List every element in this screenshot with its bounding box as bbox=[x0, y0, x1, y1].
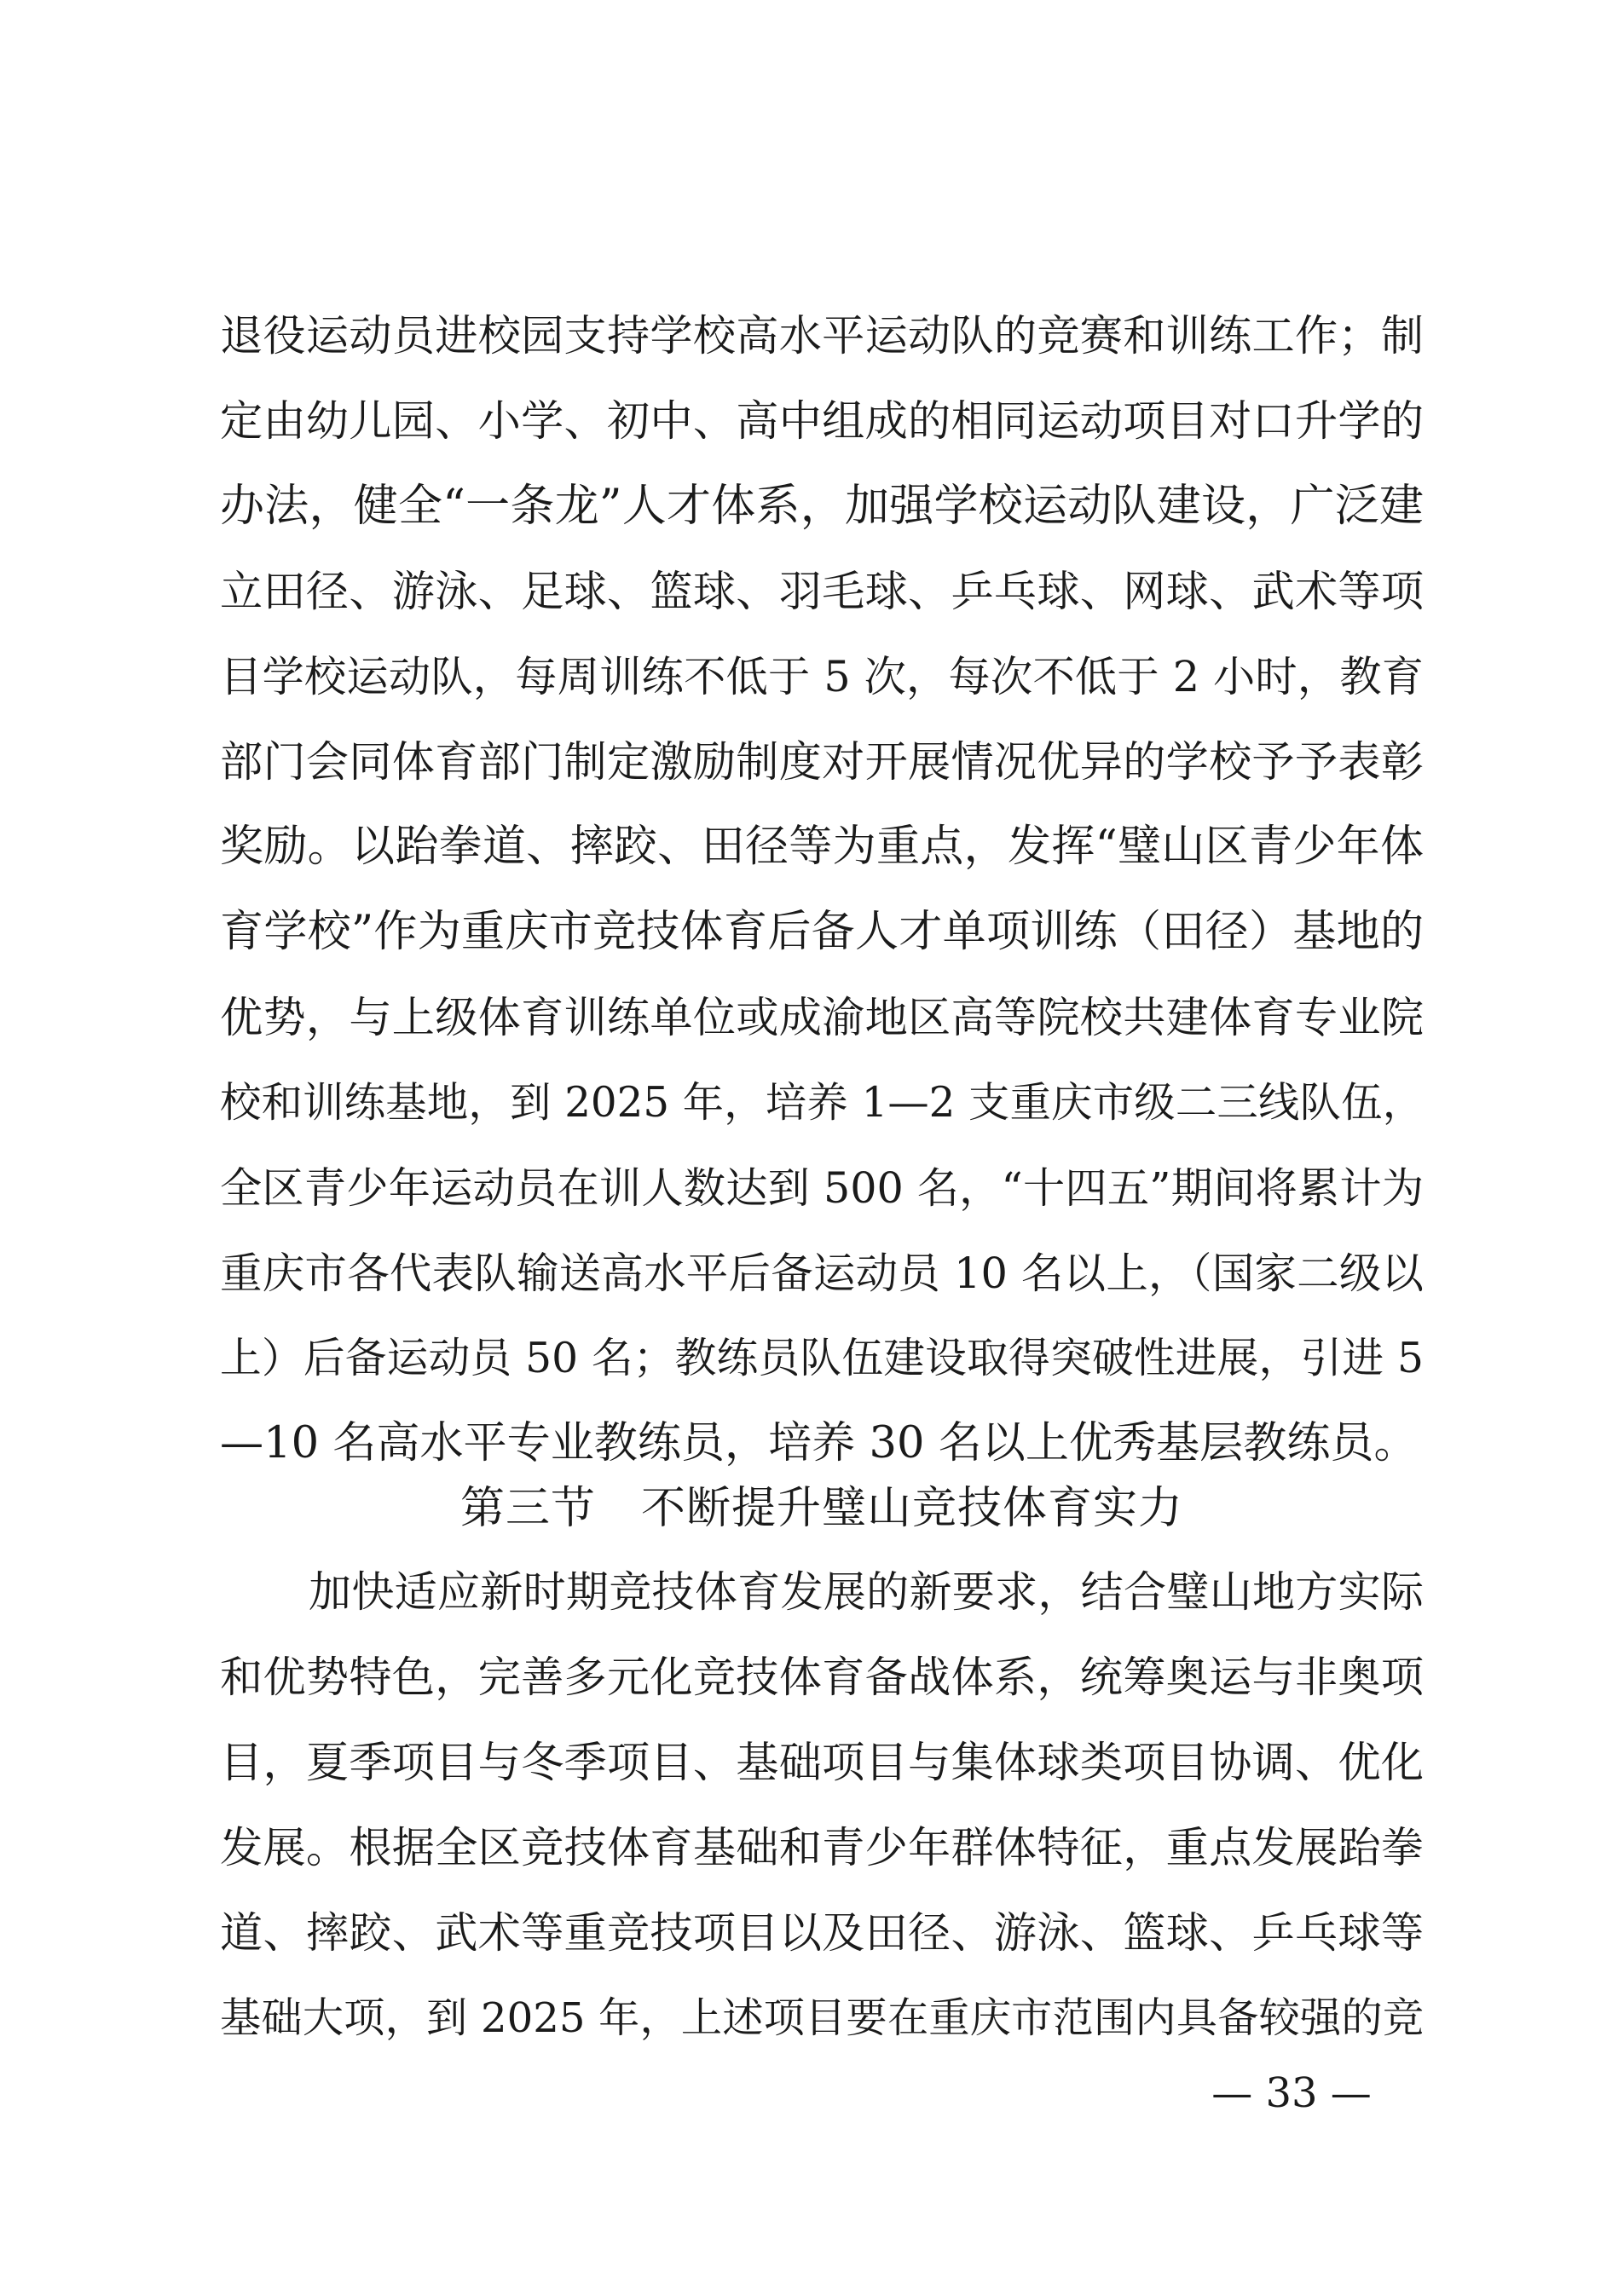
paragraph-1-line: 育学校”作为重庆市竞技体育后备人才单项训练（田径）基地的 bbox=[220, 907, 1424, 957]
paragraph-2-line: 发展。根据全区竞技体育基础和青少年群体特征，重点发展跆拳 bbox=[220, 1822, 1424, 1872]
paragraph-1 bbox=[220, 293, 1424, 1486]
paragraph-1-line: 全区青少年运动员在训人数达到 500 名，“十四五”期间将累计为 bbox=[220, 1163, 1424, 1213]
paragraph-1-line: 定由幼儿园、小学、初中、高中组成的相同运动项目对口升学的 bbox=[220, 395, 1424, 446]
section-heading: 第三节 不断提升璧山竞技体育实力 bbox=[459, 1483, 1183, 1534]
paragraph-2-line: 基础大项，到 2025 年，上述项目要在重庆市范围内具备较强的竞 bbox=[220, 1994, 1424, 2042]
paragraph-1-line: 立田径、游泳、足球、篮球、羽毛球、乒乓球、网球、武术等项 bbox=[220, 566, 1424, 616]
paragraph-1-line: 奖励。以跆拳道、摔跤、田径等为重点，发挥“璧山区青少年体 bbox=[220, 822, 1424, 872]
paragraph-1-line: 优势，与上级体育训练单位或成渝地区高等院校共建体育专业院 bbox=[220, 992, 1424, 1042]
paragraph-2-line: 目，夏季项目与冬季项目、基础项目与集体球类项目协调、优化 bbox=[220, 1737, 1424, 1787]
page-number: — 33 — bbox=[1211, 2069, 1372, 2117]
paragraph-2-line: 加快适应新时期竞技体育发展的新要求，结合璧山地方实际 bbox=[309, 1567, 1424, 1617]
paragraph-1-line: 退役运动员进校园支持学校高水平运动队的竞赛和训练工作；制 bbox=[220, 310, 1424, 361]
paragraph-1-line: 目学校运动队，每周训练不低于 5 次，每次不低于 2 小时，教育 bbox=[220, 652, 1424, 701]
paragraph-2-line: 道、摔跤、武术等重竞技项目以及田径、游泳、篮球、乒乓球等 bbox=[220, 1907, 1424, 1958]
paragraph-1-line: —10 名高水平专业教练员，培养 30 名以上优秀基层教练员。 bbox=[220, 1418, 1418, 1468]
paragraph-2 bbox=[220, 1549, 1424, 2061]
paragraph-1-line: 部门会同体育部门制定激励制度对开展情况优异的学校予予表彰 bbox=[220, 736, 1424, 787]
paragraph-2-line: 和优势特色，完善多元化竞技体育备战体系，统筹奥运与非奥项 bbox=[220, 1652, 1424, 1702]
paragraph-1-line: 重庆市各代表队输送高水平后备运动员 10 名以上，（国家二级以 bbox=[220, 1249, 1424, 1298]
paragraph-1-line: 校和训练基地，到 2025 年，培养 1—2 支重庆市级二三线队伍， bbox=[220, 1079, 1424, 1127]
paragraph-1-line: 办法，健全“一条龙”人才体系，加强学校运动队建设，广泛建 bbox=[220, 481, 1424, 532]
paragraph-1-line: 上）后备运动员 50 名；教练员队伍建设取得突破性进展，引进 5 bbox=[220, 1335, 1424, 1382]
